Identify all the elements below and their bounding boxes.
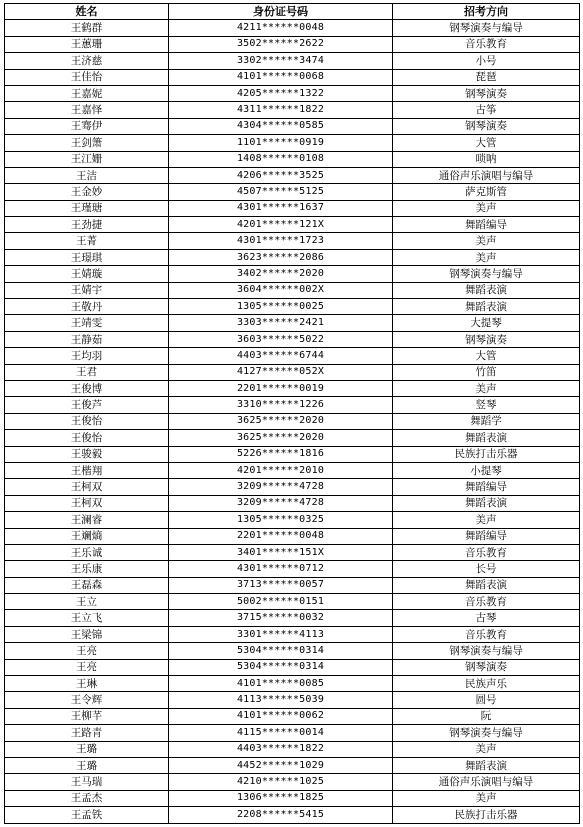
name-cell: 王敬丹 [5, 299, 169, 315]
table-row [5, 397, 580, 413]
id-number-cell: 3301******4113 [169, 626, 393, 642]
major-cell: 舞蹈编导 [393, 479, 580, 495]
major-cell: 音乐教育 [393, 626, 580, 642]
name-cell: 王江姗 [5, 151, 169, 167]
name-cell: 王孟杰 [5, 790, 169, 806]
table-row [5, 380, 580, 396]
header-id-number: 身份证号码 [169, 4, 393, 20]
id-number-cell: 4127******052X [169, 364, 393, 380]
id-number-cell: 3715******0032 [169, 610, 393, 626]
major-cell: 美声 [393, 512, 580, 528]
major-cell: 舞蹈编导 [393, 217, 580, 233]
id-number-cell: 1408******0108 [169, 151, 393, 167]
id-number-cell: 4101******0062 [169, 708, 393, 724]
id-number-cell: 2201******0019 [169, 380, 393, 396]
name-cell: 王佳怡 [5, 69, 169, 85]
table-row [5, 544, 580, 560]
table-row [5, 462, 580, 478]
table-row [5, 676, 580, 692]
major-cell: 音乐教育 [393, 36, 580, 52]
table-row [5, 331, 580, 347]
name-cell: 王俊博 [5, 380, 169, 396]
name-cell: 王孟铁 [5, 807, 169, 823]
id-number-cell: 4452******1029 [169, 757, 393, 773]
id-number-cell: 4403******1822 [169, 741, 393, 757]
major-cell: 民族打击乐器 [393, 807, 580, 823]
id-number-cell: 4507******5125 [169, 184, 393, 200]
id-number-cell: 5304******0314 [169, 643, 393, 659]
table-row [5, 217, 580, 233]
id-number-cell: 2208******5415 [169, 807, 393, 823]
table-row [5, 200, 580, 216]
major-cell: 钢琴演奏 [393, 331, 580, 347]
table-row [5, 528, 580, 544]
major-cell: 钢琴演奏 [393, 118, 580, 134]
major-cell: 美声 [393, 249, 580, 265]
name-cell: 王磊森 [5, 577, 169, 593]
id-number-cell: 4311******1822 [169, 102, 393, 118]
id-number-cell: 4301******0712 [169, 561, 393, 577]
id-number-cell: 3502******2622 [169, 36, 393, 52]
table-row [5, 626, 580, 642]
header-row [5, 4, 580, 20]
major-cell: 钢琴演奏与编导 [393, 725, 580, 741]
id-number-cell: 5226******1816 [169, 446, 393, 462]
name-cell: 王济慈 [5, 53, 169, 69]
major-cell: 舞蹈表演 [393, 577, 580, 593]
table-row [5, 741, 580, 757]
id-number-cell: 1305******0025 [169, 299, 393, 315]
id-number-cell: 1306******1825 [169, 790, 393, 806]
name-cell: 王骞伊 [5, 118, 169, 134]
id-number-cell: 3402******2020 [169, 266, 393, 282]
id-number-cell: 4403******6744 [169, 348, 393, 364]
name-cell: 王梁锦 [5, 626, 169, 642]
major-cell: 美声 [393, 380, 580, 396]
name-cell: 王柯双 [5, 495, 169, 511]
table-row [5, 249, 580, 265]
name-cell: 王澜睿 [5, 512, 169, 528]
id-number-cell: 4205******1322 [169, 85, 393, 101]
name-cell: 王亮 [5, 659, 169, 675]
table-row [5, 790, 580, 806]
table-row [5, 495, 580, 511]
name-cell: 王立飞 [5, 610, 169, 626]
name-cell: 王剑箫 [5, 135, 169, 151]
name-cell: 王静茹 [5, 331, 169, 347]
major-cell: 舞蹈表演 [393, 282, 580, 298]
major-cell: 竹笛 [393, 364, 580, 380]
major-cell: 钢琴演奏与编导 [393, 643, 580, 659]
name-cell: 王柯双 [5, 479, 169, 495]
name-cell: 王斓熵 [5, 528, 169, 544]
major-cell: 大提琴 [393, 315, 580, 331]
table-row [5, 299, 580, 315]
table-row [5, 807, 580, 823]
id-number-cell: 1305******0325 [169, 512, 393, 528]
table-row [5, 184, 580, 200]
id-number-cell: 4210******1025 [169, 774, 393, 790]
id-number-cell: 4113******5039 [169, 692, 393, 708]
id-number-cell: 3604******002X [169, 282, 393, 298]
name-cell: 王璐 [5, 741, 169, 757]
major-cell: 小号 [393, 53, 580, 69]
name-cell: 王劲捷 [5, 217, 169, 233]
name-cell: 王嘉怿 [5, 102, 169, 118]
name-cell: 王亮 [5, 643, 169, 659]
major-cell: 钢琴演奏与编导 [393, 266, 580, 282]
major-cell: 琵琶 [393, 69, 580, 85]
name-cell: 王令辉 [5, 692, 169, 708]
major-cell: 美声 [393, 790, 580, 806]
major-cell: 舞蹈表演 [393, 430, 580, 446]
id-number-cell: 4301******1637 [169, 200, 393, 216]
id-number-cell: 4206******3525 [169, 167, 393, 183]
name-cell: 王洁 [5, 167, 169, 183]
id-number-cell: 5002******0151 [169, 594, 393, 610]
name-cell: 王乐诚 [5, 544, 169, 560]
id-number-cell: 3303******2421 [169, 315, 393, 331]
major-cell: 舞蹈学 [393, 413, 580, 429]
table-row [5, 430, 580, 446]
name-cell: 王瑾瑭 [5, 200, 169, 216]
table-row [5, 594, 580, 610]
table-row [5, 774, 580, 790]
table-row [5, 577, 580, 593]
id-number-cell: 2201******0048 [169, 528, 393, 544]
major-cell: 音乐教育 [393, 544, 580, 560]
name-cell: 王乐康 [5, 561, 169, 577]
major-cell: 美声 [393, 741, 580, 757]
table-row [5, 364, 580, 380]
name-cell: 王均羽 [5, 348, 169, 364]
name-cell: 王楷翔 [5, 462, 169, 478]
header-name: 姓名 [5, 4, 169, 20]
id-number-cell: 4201******121X [169, 217, 393, 233]
name-cell: 王立 [5, 594, 169, 610]
table-row [5, 757, 580, 773]
major-cell: 钢琴演奏 [393, 659, 580, 675]
major-cell: 通俗声乐演唱与编导 [393, 167, 580, 183]
table-row [5, 53, 580, 69]
major-cell: 长号 [393, 561, 580, 577]
id-number-cell: 3625******2020 [169, 430, 393, 446]
major-cell: 音乐教育 [393, 594, 580, 610]
major-cell: 美声 [393, 233, 580, 249]
major-cell: 舞蹈表演 [393, 495, 580, 511]
id-number-cell: 4301******1723 [169, 233, 393, 249]
id-number-cell: 5304******0314 [169, 659, 393, 675]
major-cell: 钢琴演奏 [393, 85, 580, 101]
table-row [5, 446, 580, 462]
id-number-cell: 4211******0048 [169, 20, 393, 36]
name-cell: 王鹤群 [5, 20, 169, 36]
id-number-cell: 4115******0014 [169, 725, 393, 741]
table-row [5, 643, 580, 659]
major-cell: 舞蹈表演 [393, 757, 580, 773]
id-number-cell: 1101******0919 [169, 135, 393, 151]
table-row [5, 151, 580, 167]
name-cell: 王俊怡 [5, 413, 169, 429]
id-number-cell: 4304******0585 [169, 118, 393, 134]
table-row [5, 348, 580, 364]
table-row [5, 118, 580, 134]
id-number-cell: 4101******0068 [169, 69, 393, 85]
table-row [5, 102, 580, 118]
table-row [5, 233, 580, 249]
name-cell: 王靖雯 [5, 315, 169, 331]
major-cell: 舞蹈表演 [393, 299, 580, 315]
table-row [5, 282, 580, 298]
major-cell: 唢呐 [393, 151, 580, 167]
name-cell: 王琳 [5, 676, 169, 692]
major-cell: 古筝 [393, 102, 580, 118]
name-cell: 王马瑞 [5, 774, 169, 790]
table-row [5, 610, 580, 626]
major-cell: 大管 [393, 348, 580, 364]
table-row [5, 692, 580, 708]
major-cell: 舞蹈编导 [393, 528, 580, 544]
major-cell: 阮 [393, 708, 580, 724]
name-cell: 王金妙 [5, 184, 169, 200]
table-row [5, 20, 580, 36]
table-row [5, 725, 580, 741]
name-cell: 王俊芦 [5, 397, 169, 413]
table-row [5, 512, 580, 528]
major-cell: 美声 [393, 200, 580, 216]
name-cell: 王俊怡 [5, 430, 169, 446]
name-cell: 王婧璇 [5, 266, 169, 282]
id-number-cell: 3623******2086 [169, 249, 393, 265]
major-cell: 钢琴演奏与编导 [393, 20, 580, 36]
major-cell: 古琴 [393, 610, 580, 626]
name-cell: 王君 [5, 364, 169, 380]
major-cell: 民族声乐 [393, 676, 580, 692]
table-body [5, 20, 580, 823]
major-cell: 大管 [393, 135, 580, 151]
major-cell: 小提琴 [393, 462, 580, 478]
table-row [5, 659, 580, 675]
table-row [5, 266, 580, 282]
id-number-cell: 3713******0057 [169, 577, 393, 593]
name-cell: 王璐 [5, 757, 169, 773]
major-cell: 萨克斯管 [393, 184, 580, 200]
table-row [5, 135, 580, 151]
id-number-cell: 3302******3474 [169, 53, 393, 69]
major-cell: 通俗声乐演唱与编导 [393, 774, 580, 790]
name-cell: 王璟琪 [5, 249, 169, 265]
name-cell: 王蕙珊 [5, 36, 169, 52]
id-number-cell: 4101******0085 [169, 676, 393, 692]
name-cell: 王柳芊 [5, 708, 169, 724]
major-cell: 竖琴 [393, 397, 580, 413]
applicant-table [4, 3, 580, 824]
id-number-cell: 3401******151X [169, 544, 393, 560]
name-cell: 王路青 [5, 725, 169, 741]
table-row [5, 561, 580, 577]
id-number-cell: 3310******1226 [169, 397, 393, 413]
table-row [5, 36, 580, 52]
id-number-cell: 3209******4728 [169, 479, 393, 495]
id-number-cell: 3209******4728 [169, 495, 393, 511]
name-cell: 王骏毅 [5, 446, 169, 462]
table-row [5, 167, 580, 183]
name-cell: 王嘉妮 [5, 85, 169, 101]
header-major: 招考方向 [393, 4, 580, 20]
name-cell: 王婧宇 [5, 282, 169, 298]
table-row [5, 315, 580, 331]
table-row [5, 708, 580, 724]
table-row [5, 479, 580, 495]
table-row [5, 85, 580, 101]
major-cell: 民族打击乐器 [393, 446, 580, 462]
id-number-cell: 3603******5022 [169, 331, 393, 347]
table-row [5, 69, 580, 85]
id-number-cell: 4201******2010 [169, 462, 393, 478]
table-row [5, 413, 580, 429]
name-cell: 王菁 [5, 233, 169, 249]
id-number-cell: 3625******2020 [169, 413, 393, 429]
major-cell: 圆号 [393, 692, 580, 708]
